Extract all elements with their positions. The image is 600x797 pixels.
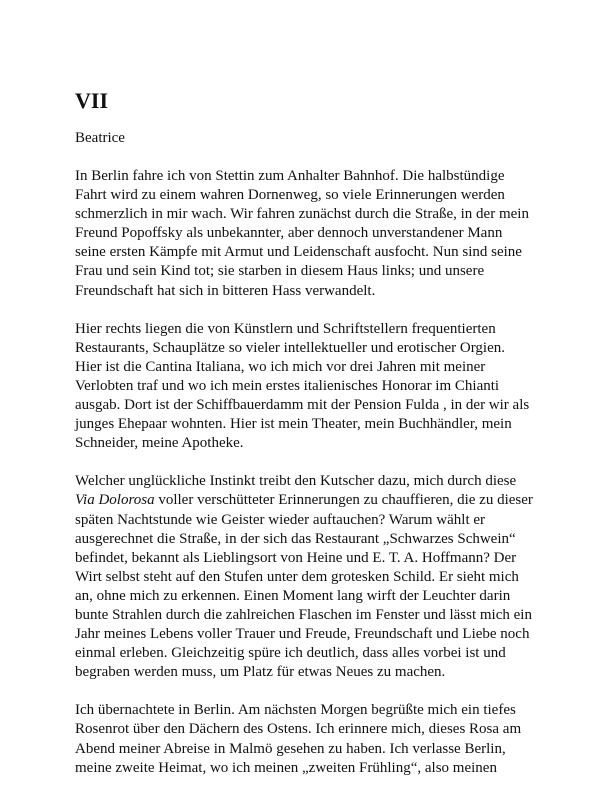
chapter-subtitle: Beatrice [75,130,125,146]
text-line: Freund Popoffsky als unbekannter, aber dennoch unverstandener Mann [75,225,503,242]
text-line: Ich übernachtete in Berlin. Am nächsten Morgen begrüßte mich ein tiefes [75,702,516,719]
chapter-heading: VII [75,88,109,113]
paragraph-4 [75,701,545,777]
text-line: In Berlin fahre ich von Stettin zum Anhalter Bahnhof. Die halbstündige [75,168,505,184]
text-line: Rosenrot über den Dächern des Ostens. Ich erinnere mich, dieses Rosa am [75,721,522,738]
text-line [75,491,545,510]
text-line: Frau und sein Kind tot; sie starben in diesem Haus links; und unsere [75,263,485,280]
text-line: Jahr meines Lebens voller Trauer und Freude, Freundschaft und Liebe noch [75,626,530,643]
text-line-rest: voller verschütteter Erinnerungen zu chauffieren, die zu dieser [158,492,533,509]
text-line: meine zweite Heimat, wo ich meinen „zweiten Frühling“, also meinen [75,759,497,776]
text-line: Hier ist die Cantina Italiana, wo ich mich vor drei Jahren mit meiner [75,358,486,375]
text-line: ausgab. Dort ist der Schiffbauerdamm mit der Pension Fulda , in der wir als [75,397,530,414]
text-line: Restaurants, Schauplätze so vieler intellektueller und erotischer Orgien. [75,339,505,356]
paragraph-3 [75,472,545,682]
text-line: einmal erleben. Gleichzeitig spüre ich deutlich, dass alles vorbei ist und [75,645,506,662]
text-line: schmerzlich in mir wach. Wir fahren zunächst durch die Straße, in der mein [75,206,529,223]
text-line: begraben werden muss, um Platz für etwas Neues zu machen. [75,664,446,681]
text-line: Freundschaft hat sich in bitteren Hass verwandelt. [75,282,376,299]
text-line: Hier rechts liegen die von Künstlern und Schriftstellern frequentierten [75,320,496,337]
document-page [75,86,545,797]
text-line: Welcher unglückliche Instinkt treibt den Kutscher dazu, mich durch diese [75,473,517,490]
text-line: Schneider, meine Apotheke. [75,435,244,452]
text-line: Wirt selbst steht auf den Stufen unter dem grotesken Schild. Er sieht mich [75,568,519,585]
paragraph-2 [75,320,545,454]
paragraph-1 [75,167,545,301]
text-line: späten Nachtstunde wie Geister wieder auftauchen? Warum wählt er [75,511,486,528]
text-line: Abend meiner Abreise in Malmö gesehen zu haben. Ich verlasse Berlin, [75,740,506,757]
text-line: bunte Strahlen durch die zahlreichen Flaschen im Fenster und lässt mich ein [75,606,532,623]
text-line: junges Ehepaar wohnten. Hier ist mein Theater, mein Buchhändler, mein [75,416,512,433]
text-line: Fahrt wird zu einem wahren Dornenweg, so viele Erinnerungen werden [75,187,505,204]
text-line: befindet, bekannt als Lieblingsort von Heine und E. T. A. Hoffmann? Der [75,549,517,566]
text-line: seine ersten Kämpfe mit Armut und Leidenschaft ausfocht. Nun sind seine [75,244,522,261]
text-line: Verlobten traf und wo ich mein erstes italienisches Honorar im Chianti [75,377,500,394]
italic-phrase: Via Dolorosa [75,492,155,509]
text-line: an, ohne mich zu erkennen. Einen Moment lang wirft der Leuchter darin [75,587,511,604]
text-line: ausgerechnet die Straße, in der sich das Restaurant „Schwarzes Schwein“ [75,530,516,547]
